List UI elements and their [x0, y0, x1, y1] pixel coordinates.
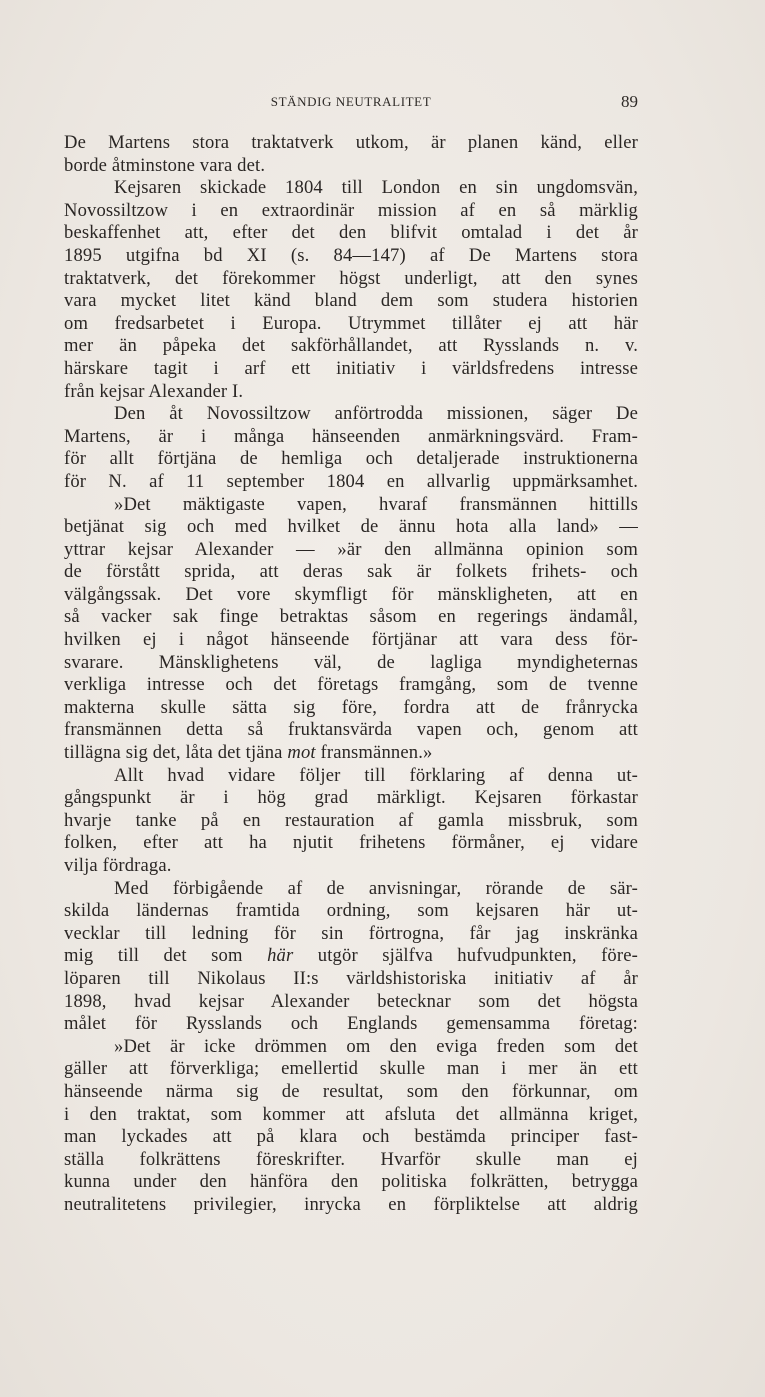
text-line	[64, 245, 638, 268]
text-line	[64, 923, 638, 946]
text-line	[64, 629, 638, 652]
text-line	[64, 448, 638, 471]
text-line	[64, 155, 638, 178]
body-text	[64, 132, 638, 1217]
text-line	[64, 1013, 638, 1036]
line-text: gångspunkt är i hög grad märkligt. Kejsaren förkastar	[64, 787, 638, 809]
line-text: 1898, hvad kejsar Alexander betecknar som det högsta	[64, 990, 638, 1012]
page-number: 89	[621, 92, 638, 111]
text-line	[64, 584, 638, 607]
text-line	[64, 132, 638, 155]
line-text: makterna skulle sätta sig före, fordra att de frånrycka	[64, 696, 638, 718]
text-line	[64, 1126, 638, 1149]
text-line	[64, 765, 638, 788]
line-text: kunna under den hänföra den politiska folkrätten, betrygga	[64, 1171, 638, 1193]
text-line	[64, 403, 638, 426]
line-text: traktatverk, det förekommer högst underligt, att den synes	[64, 267, 638, 289]
line-text: hvilken ej i något hänseende förtjänar att vara dess för-	[64, 629, 638, 651]
line-text: man lyckades att på klara och bestämda principer fast-	[64, 1126, 638, 1148]
line-text: fransmännen detta så fruktansvärda vapen och, genom att	[64, 719, 638, 741]
line-text: skilda ländernas framtida ordning, som kejsaren här ut-	[64, 900, 638, 922]
text-line	[64, 810, 638, 833]
text-line	[64, 674, 638, 697]
text-line	[64, 358, 638, 381]
running-title: STÄNDIG NEUTRALITET	[270, 94, 432, 109]
line-text: borde åtminstone vara det.	[64, 154, 266, 176]
line-text: Novossiltzow i en extraordinär mission af en så märklig	[64, 199, 638, 221]
text-line	[64, 1149, 638, 1172]
text-line	[64, 426, 638, 449]
text-line	[64, 381, 638, 404]
line-text: neutralitetens privilegier, inrycka en förpliktelse att aldrig	[64, 1193, 638, 1215]
line-text: »Det är icke drömmen om den eviga freden som det	[114, 1035, 638, 1057]
text-line	[64, 606, 638, 629]
line-text: folken, efter att ha njutit frihetens förmåner, ej vidare	[64, 832, 638, 854]
line-text: vilja fördraga.	[64, 855, 172, 876]
line-text: mer än påpeka det sakförhållandet, att Rysslands n. v.	[64, 335, 638, 357]
line-text-after: utgör själfva hufvudpunkten, före-	[293, 945, 638, 967]
text-line	[64, 855, 638, 878]
text-line	[64, 652, 638, 675]
text-line	[64, 1194, 638, 1217]
text-line	[64, 945, 638, 968]
line-text: Allt hvad vidare följer till förklaring af denna ut-	[114, 764, 638, 786]
line-text: mig till det som	[64, 945, 243, 967]
line-text: målet för Rysslands och Englands gemensamma företag:	[64, 1013, 638, 1035]
text-line	[64, 991, 638, 1014]
line-text: Martens, är i många hänseenden anmärkningsvärd. Fram-	[64, 425, 638, 447]
line-text: ställa folkrättens föreskrifter. Hvarför skulle man ej	[64, 1148, 638, 1170]
line-text: 1895 utgifna bd XI (s. 84—147) af De Martens stora	[64, 244, 638, 266]
text-line	[64, 1081, 638, 1104]
text-line	[64, 268, 638, 291]
text-line	[64, 1058, 638, 1081]
line-text: gäller att förverkliga; emellertid skulle man i mer än ett	[64, 1058, 638, 1080]
line-text: »Det mäktigaste vapen, hvaraf fransmännen hittills	[114, 493, 638, 515]
text-line	[64, 787, 638, 810]
italic-word: mot	[287, 742, 316, 764]
line-text: för N. af 11 september 1804 en allvarlig uppmärksamhet.	[64, 470, 638, 492]
line-text: vecklar till ledning för sin förtrogna, får jag inskränka	[64, 922, 638, 944]
text-line	[64, 561, 638, 584]
line-text: så vacker sak finge betraktas såsom en regerings ändamål,	[64, 606, 638, 628]
line-text: härskare tagit i arf ett initiativ i världsfredens intresse	[64, 357, 638, 379]
line-text: hänseende närma sig de resultat, som den förkunnar, om	[64, 1080, 638, 1102]
text-line	[64, 177, 638, 200]
text-line	[64, 335, 638, 358]
text-line	[64, 719, 638, 742]
line-text: verkliga intresse och det företags framgång, som de tvenne	[64, 674, 638, 696]
text-line	[64, 539, 638, 562]
line-text-after: fransmännen.»	[315, 742, 433, 764]
line-text: betjänat sig och med hvilket de ännu hota alla land» —	[64, 516, 638, 538]
text-line	[64, 878, 638, 901]
line-text: för allt förtjäna de hemliga och detaljerade instruktionerna	[64, 448, 638, 470]
text-line	[64, 1104, 638, 1127]
line-text: i den traktat, som kommer att afsluta det allmänna kriget,	[64, 1103, 638, 1125]
line-text: svarare. Mänsklighetens väl, de lagliga myndigheternas	[64, 651, 638, 673]
line-text: tillägna sig det, låta det tjäna	[64, 742, 283, 764]
line-text: beskaffenhet att, efter det den blifvit omtalad i det år	[64, 222, 638, 244]
text-line	[64, 742, 638, 765]
line-text: från kejsar Alexander I.	[64, 380, 244, 402]
line-text: Kejsaren skickade 1804 till London en sin ungdomsvän,	[114, 177, 638, 199]
line-text: hvarje tanke på en restauration af gamla missbruk, som	[64, 809, 638, 831]
running-head	[64, 94, 638, 114]
line-text: yttrar kejsar Alexander — »är den allmänna opinion som	[64, 538, 638, 560]
text-line	[64, 832, 638, 855]
text-line	[64, 697, 638, 720]
line-text: De Martens stora traktatverk utkom, är planen känd, eller	[64, 132, 638, 153]
line-text: Den åt Novossiltzow anförtrodda missionen, säger De	[114, 403, 638, 425]
line-text: de förstått sprida, att deras sak är folkets frihets- och	[64, 561, 638, 583]
text-line	[64, 516, 638, 539]
line-text: Med förbigående af de anvisningar, rörande de sär-	[114, 877, 638, 899]
line-text: om fredsarbetet i Europa. Utrymmet tillåter ej att här	[64, 312, 638, 334]
line-text: vara mycket litet känd bland dem som studera historien	[64, 290, 638, 312]
text-line	[64, 290, 638, 313]
text-line	[64, 1171, 638, 1194]
text-line	[64, 900, 638, 923]
text-line	[64, 471, 638, 494]
text-line	[64, 1036, 638, 1059]
line-text: löparen till Nikolaus II:s världshistoriska initiativ af år	[64, 967, 638, 989]
text-line	[64, 494, 638, 517]
italic-word: här	[267, 945, 294, 967]
text-line	[64, 222, 638, 245]
text-line	[64, 200, 638, 223]
line-text: välgångssak. Det vore skymfligt för mänskligheten, att en	[64, 583, 638, 605]
text-line	[64, 968, 638, 991]
text-line	[64, 313, 638, 336]
